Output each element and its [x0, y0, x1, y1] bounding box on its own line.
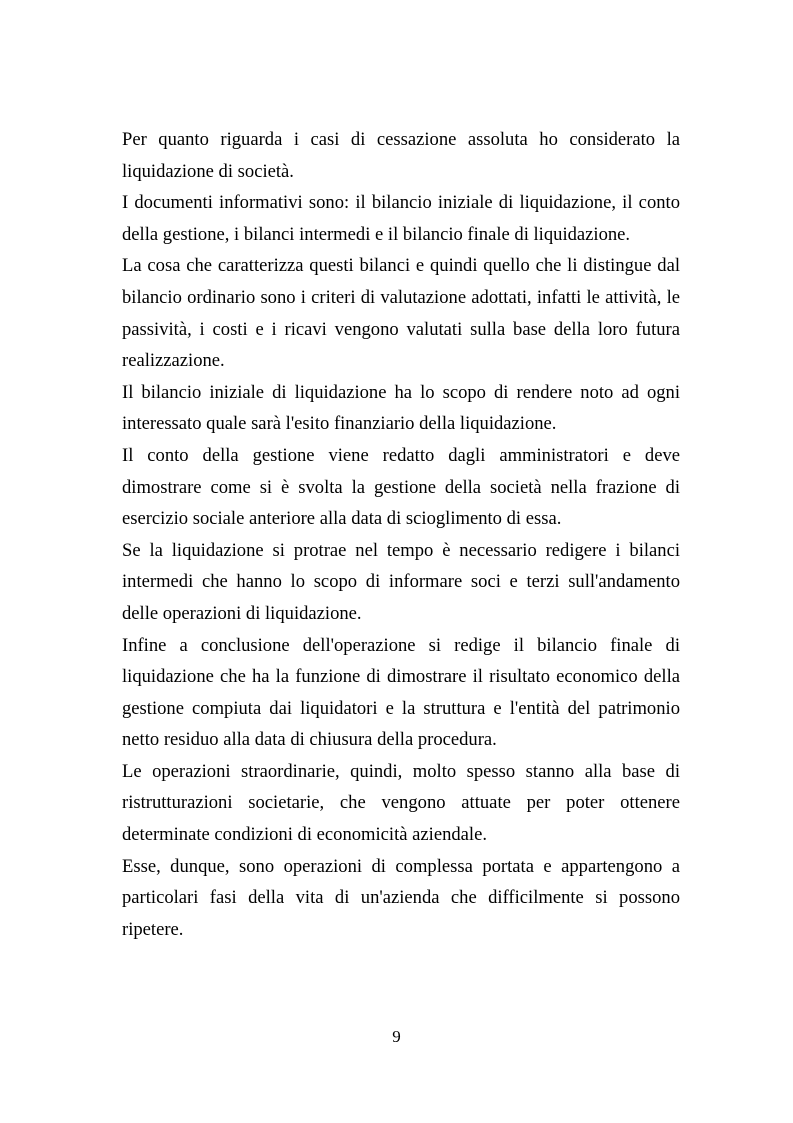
- paragraph-criteri-valutazione: La cosa che caratterizza questi bilanci e quindi quello che li distingue dal bilancio ordinario sono i criteri di valutazione adottati, infatti le attività, le passività, i costi e i ricavi vengono valutati sulla base della loro futura realizzazione.: [122, 255, 680, 372]
- paragraph-bilancio-finale: Infine a conclusione dell'operazione si redige il bilancio finale di liquidazione che ha la funzione di dimostrare il risultato economico della gestione compiuta dai liquidatori e la struttura e l'entità del patrimonio netto residuo alla data di chiusura della procedura.: [122, 634, 680, 751]
- paragraph-cessazione-assoluta: Per quanto riguarda i casi di cessazione assoluta ho considerato la liquidazione di società.: [122, 129, 680, 182]
- paragraph-documenti-informativi: I documenti informativi sono: il bilancio iniziale di liquidazione, il conto della gestione, i bilanci intermedi e il bilancio finale di liquidazione.: [122, 192, 680, 245]
- page-number: 9: [392, 1027, 401, 1046]
- page-body: [122, 124, 680, 945]
- paragraph-bilancio-iniziale: Il bilancio iniziale di liquidazione ha lo scopo di rendere noto ad ogni interessato quale sarà l'esito finanziario della liquidazione.: [122, 381, 680, 435]
- paragraph-conclusione: Esse, dunque, sono operazioni di complessa portata e appartengono a particolari fasi della vita di un'azienda che difficilmente si possono ripetere.: [122, 855, 680, 940]
- paragraph-conto-gestione: Il conto della gestione viene redatto dagli amministratori e deve dimostrare come si è svolta la gestione della società nella frazione di esercizio sociale anteriore alla data di scioglimento di essa.: [122, 444, 680, 530]
- paragraph-operazioni-straordinarie: Le operazioni straordinarie, quindi, molto spesso stanno alla base di ristrutturazioni societarie, che vengono attuate per poter ottenere determinate condizioni di economicità aziendale.: [122, 760, 680, 846]
- paragraph-bilanci-intermedi: Se la liquidazione si protrae nel tempo è necessario redigere i bilanci intermedi che hanno lo scopo di informare soci e terzi sull'andamento delle operazioni di liquidazione.: [122, 539, 680, 624]
